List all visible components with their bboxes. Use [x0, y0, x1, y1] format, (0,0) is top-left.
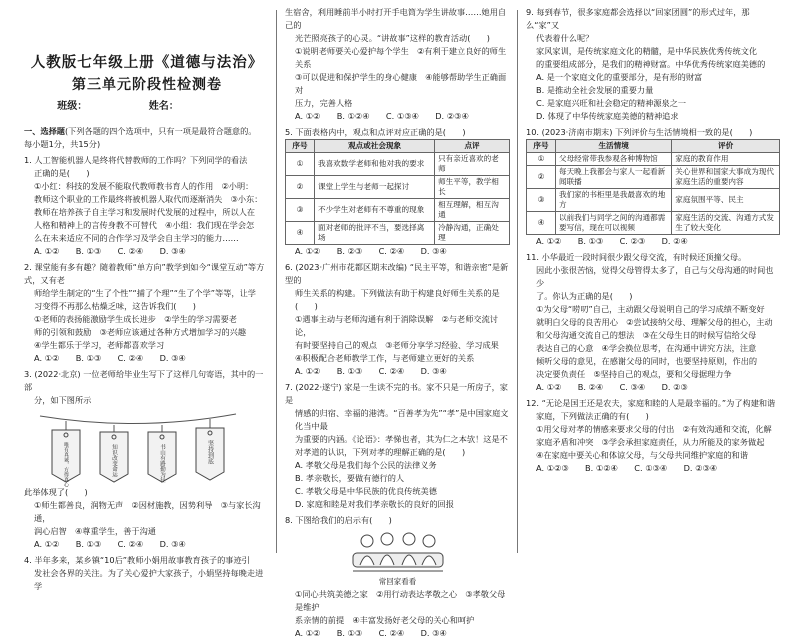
question-7: 7. (2022·遂宁) 家是一生读不完的书。家不只是一所房子，家是 情感的归宿、幸福的港湾。“百善孝为先”“孝”是中国家庭文化当中最 为重要的内涵。《论语》：孝悌也者，其为仁之本欤！这是不 对孝道的认识，下列对孝的理解正确的是( ) A. 孝敬父母是我们每个公民的法律义务 B. 孝亲敬长，要做有德行的人 C. 孝敬父母是中华民族的优良传统美德 D. 家庭和睦是对我们孝亲敬长的良好的回报	[285, 382, 509, 509]
question-8: 8. 下图给我们的启示有( ) 常回家看看 ①同心共筑美德之家 ②用行动表达孝敬之心 ③孝敬父母是维护 系亲情的前提 ④丰富发扬好老父母的关心和呵护 A. ①② B. ①③ C. ②④ D. ③④	[285, 514, 510, 640]
section-heading: 一、选择题(下列各题的四个选项中，只有一项是最符合题意的。	[24, 126, 257, 136]
answer-options: A. ①② B. ①③ C. ②④ D. ③④	[34, 539, 186, 549]
column-divider-1	[276, 10, 277, 553]
table-row: ④ 面对老师的批评不当，要选择离场 冷静沟通，正确处理	[286, 222, 510, 245]
tag-2	[100, 425, 128, 482]
student-info-row	[24, 100, 270, 113]
question-3: 3. (2022·北京) 一位老师给毕业生写下了这样几句寄语，其中的一部 分，如下图所示 唯有真诚，方得真心 知识改变命运 书山有路勤为径 坚持到底 此举体现了( ) ①师生都善良，润物无声 ②因材施教，因势利导 ③与家长沟通， 润心启智 ④尊重学生，善于沟通 A. ①② B. ①③ C. ②④ D. ③④	[24, 368, 270, 551]
question-6: 6. (2023·广州市花都区期末改编) “民主平等，和谐亲密”是新型的 师生关系的构建。下列做法有助于构建良好师生关系的是( ) ①遇事主动与老师沟通有利于消除误解 ②与老师交流讨论， 有时要坚持自己的观点 ③老师分享学习经验、学习成果 ④积极配合老师教学工作，与老师建立更好的关系 A. ①② B. ①③ C. ②④ D. ③④	[285, 262, 509, 376]
cartoon-caption: 常回家看看	[378, 577, 417, 586]
table-row: ① 我喜欢数学老师和他对我的要求 只有亲近喜欢的老师	[286, 153, 510, 176]
table-row: ④ 以前我们与同学之间的沟通都需要写信，现在可以视频 家庭生活的交流、沟通方式发生了较大变化	[527, 212, 780, 235]
class-label: 班级：	[57, 101, 88, 112]
answer-options: A. ①②③ B. ①②④ C. ①③④ D. ②③④	[536, 463, 718, 473]
column-divider-2	[517, 10, 518, 553]
table-row: ② 课堂上学生与老师一起探讨 师生平等，教学相长	[286, 176, 510, 199]
question-4-continued: 生宿舍，利用睡前半小时打开手电筒为学生讲故事……她用自己的 光芒照亮孩子的心灵。“讲故事”这样的教育活动( ) ①说明老师要关心爱护每个学生 ②有利于建立良好的师生关系 ③可以促进和保护学生的身心健康 ④能够帮助学生正确面对 压力，完善人格 A. ①② B. ①②④ C. ①③④ D. ②③④	[285, 6, 510, 123]
question-2: 2. 课堂能有多有趣？随着教师“单方向”教学到如今“课堂互动”等方式，又有老 师给学生制定的“生了个性”“捕了个理”“生了个学”等等，让学 习变得不再那么枯燥乏味，这告诉我们( ) ①老师的表扬能激励学生成长进步 ②学生的学习需要老 师的引领和鼓励 ③老师应该通过各种方式增加学习的兴趣 ④学生都乐于学习，老师都喜欢学习 A. ①② B. ①③ C. ②④ D. ③④	[24, 261, 270, 365]
tag-4	[196, 419, 224, 480]
section-instruction: 每小题1分，共15分)	[24, 139, 101, 149]
answer-options: A. ①② B. ①③ C. ②④ D. ③④	[34, 353, 186, 363]
question-11: 11. 小华最近一段时间很少跟父母交流，有时候还顶撞父母。 因此小张很苦恼，觉得父母管得太多了，自己与父母沟通的时间也少 了。你认为正确的是( ) ①为父母“唠叨”自己，主动跟父母说明自己的学习成绩不断变好 就明白父母的良苦用心 ②尝试接纳父母、理解父母的担心，主动 和父母沟通交流自己的想法 ③在父母生日的时候写信给父母 表达自己的心意 ④学会换位思考，在沟通中讲究方法，注意 倾听父母的意见，在感谢父母的同时，也要坚持原则，作出的 决定要负责任 ⑤坚持自己的观点，要和父母据理力争 A. ①② B. ②④ C. ③④ D. ②③	[526, 251, 780, 394]
answer-options: A. ①② B. ①③ C. ②④ D. ③④	[295, 366, 447, 376]
question-5: 5. 下面表格内中，观点和点评对应正确的是( ) 序号 观点或社会现象 点评 ① 我喜欢数学老师和他对我的要求 只有亲近喜欢的老师 ② 课堂上学生与老师一起探讨 师生平等，教学相长 ③ 不少学生对老师有不尊重的现象 相互理解，相互沟通 ④ 面对老师的批评不当，要选择离场 冷静沟通，正确处理 A. ①② B. ②③ C. ②④ D. ③④	[285, 126, 510, 258]
tag-3	[148, 425, 176, 484]
answer-options: A. ①② B. ①③ C. ②④ D. ③④	[295, 628, 447, 638]
question-4: 4. 半年多来，某乡镇“10后”教师小娟用故事教育孩子的事迹引 发社会各界的关注。为了关心爱护大家孩子，小娟坚持每晚走进学	[24, 555, 264, 591]
answer-options: A. ①② B. ②④ C. ③④ D. ②③	[536, 382, 688, 392]
question-10-table: 序号 生活情境 评价 ① 父母经常带我参观各种博物馆 家庭的教育作用 ② 每天晚上我都会与家人一起看新闻联播 关心世界和国家大事成为现代家庭生活的重要内容 ③ 我们家的书柜里是我最喜欢的地方 家庭氛围平等、民主 ④ 以前我们与同学之间的沟通都需要写信，现在可以视频 家庭生活的交流、沟通方式发生了较大变化	[526, 139, 780, 235]
answer-options: A. ①② B. ①③ C. ②④ D. ③④	[34, 246, 186, 256]
question-1: 1. 人工智能机器人是终将代替教师的工作吗？下列同学的看法 正确的是( ) ①小红：科技的发展不能取代教师教书育人的作用 ②小明： 教师这个职业的工作最终将被机器人取代而逐渐消失 ③小东： 教师在培养孩子自主学习和发展时代发展的过程中，所以人在 人格和精神上的言传身教不可替代 ④小组：我们现在学会怎 么在未来适应不同的合作学习及学会自主学习的能力…… A. ①② B. ①③ C. ②④ D. ③④	[24, 154, 270, 258]
tag-3-text: 书山有路勤为径	[159, 444, 165, 483]
tag-4-text: 坚持到底	[206, 440, 214, 464]
hanging-tags-illustration	[38, 410, 238, 487]
page-title-line2: 第三单元阶段性检测卷	[72, 77, 222, 93]
question-10: 10. (2023·济南市期末) 下列评价与生活情境相一致的是( ) 序号 生活情境 评价 ① 父母经常带我参观各种博物馆 家庭的教育作用 ② 每天晚上我都会与家人一起看新闻联播 关心世界和国家大事成为现代家庭生活的重要内容 ③ 我们家的书柜里是我最喜欢的地方 家庭氛围平等、民主 ④ 以前我们与同学之间的沟通都需要写信，现在可以视频 家庭生活的交流、沟通方式发生了较大变化 A. ①② B. ①③ C. ②③ D. ②④	[526, 126, 780, 248]
tag-2-text: 知识改变命运	[111, 444, 117, 477]
question-12: 12. “无论是国王还是农夫，家庭和睦的人是最幸福的。”为了构建和谐 家庭，下列做法正确的有( ) ①用父母对孝的情感来要求父母的付出 ②有效沟通和交流，化解 家庭矛盾和冲突 ③学会承担家庭责任，从力所能及的家务做起 ④在家庭中要关心和体谅父母，与父母共同维护家庭的和谐 A. ①②③ B. ①②④ C. ①③④ D. ②③④	[526, 397, 780, 475]
page-title-line1: 人教版七年级上册《道德与法治》	[30, 54, 264, 71]
table-row: ③ 我们家的书柜里是我最喜欢的地方 家庭氛围平等、民主	[527, 189, 780, 212]
table-row: ① 父母经常带我参观各种博物馆 家庭的教育作用	[527, 153, 780, 166]
answer-options: A. ①② B. ①③ C. ②③ D. ②④	[536, 236, 688, 246]
column-2	[285, 0, 510, 638]
column-1	[24, 0, 270, 591]
table-row: ② 每天晚上我都会与家人一起看新闻联播 关心世界和国家大事成为现代家庭生活的重要内容	[527, 166, 780, 189]
family-cartoon-illustration	[343, 529, 453, 575]
tag-1-text: 唯有真诚，方得真心	[63, 442, 69, 487]
answer-options: A. ①② B. ②③ C. ②④ D. ③④	[295, 246, 447, 256]
question-5-table: 序号 观点或社会现象 点评 ① 我喜欢数学老师和他对我的要求 只有亲近喜欢的老师 ② 课堂上学生与老师一起探讨 师生平等，教学相长 ③ 不少学生对老师有不尊重的现象 相互理解，相互沟通 ④ 面对老师的批评不当，要选择离场 冷静沟通，正确处理	[285, 139, 510, 245]
tag-1	[52, 421, 80, 487]
table-row: ③ 不少学生对老师有不尊重的现象 相互理解，相互沟通	[286, 199, 510, 222]
question-9: 9. 每到春节，很多家庭都会选择以“回家团圆”的形式过年，那么“家”又 代表着什么呢？ 家风家训，是传统家庭文化的精髓，是中华民族优秀传统文化 的重要组成部分，是我们的精神财富。中华优秀传统家庭美德的 A. 是一个家庭文化的重要部分，是有形的财富 B. 是推动全社会发展的重要力量 C. 是家庭兴旺和社会稳定的精神源泉之一 D. 体现了中华传统家庭美德的精神追求	[526, 7, 766, 121]
answer-options: A. ①② B. ①②④ C. ①③④ D. ②③④	[295, 111, 469, 121]
name-label: 姓名：	[148, 101, 179, 112]
column-3	[526, 0, 780, 561]
